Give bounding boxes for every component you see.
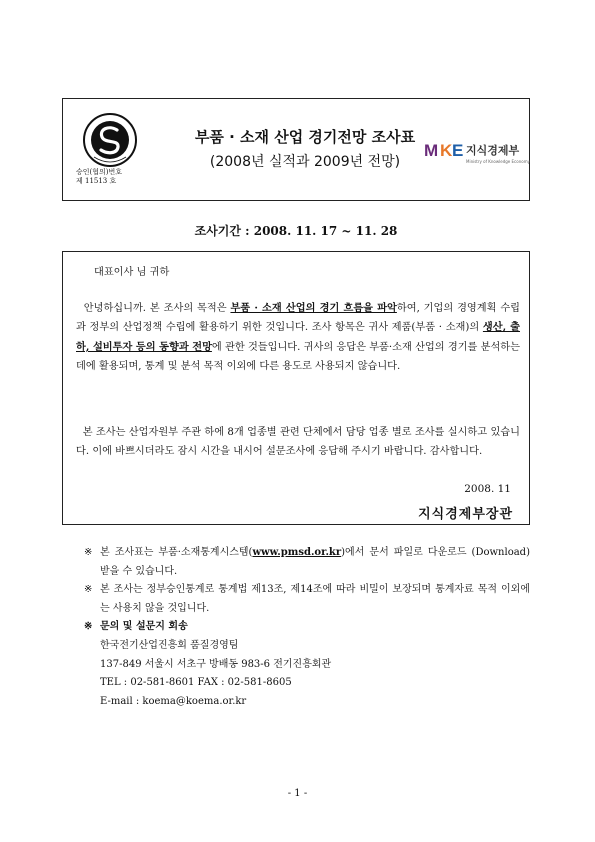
note-mark: ※ (84, 547, 93, 558)
p1-text-a: 안녕하십니까. 본 조사의 목적은 (83, 303, 231, 314)
note1-text-b: )에서 문서 파일로 다운로드 (Download) 받을 수 있습니다. (100, 547, 530, 577)
approval-number-block (76, 168, 148, 186)
note-download (84, 544, 530, 581)
approval-number: 제 11513 호 (76, 177, 117, 185)
ministry-logo (424, 134, 530, 170)
svg-text:M: M (424, 141, 439, 160)
page-number: - 1 - (287, 788, 308, 799)
p1-text-c: 하여, 기업의 경영계획 수립과 정부의 산업정책 수립에 활용하기 위한 것입니다. 조사 항목은 귀사 제품(부품 · 소재)의 (76, 303, 521, 334)
svg-text:E: E (452, 141, 464, 160)
svg-text:K: K (440, 141, 453, 160)
contact-address: 137-849 서울시 서초구 방배동 983-6 전기진흥회관 (100, 658, 332, 670)
note1-text-a: 본 조사표는 부품·소재통계시스템( (100, 547, 253, 558)
ministry-logo-text: 지식경제부 (466, 144, 520, 157)
survey-subtitle: (2008년 실적과 2009년 전망) (209, 154, 401, 170)
note-mark: ※ (84, 584, 93, 596)
notes-section (84, 544, 530, 711)
pmsd-website-link[interactable]: www.pmsd.or.kr (252, 547, 342, 558)
approval-label: 승인(협의)번호 (76, 168, 123, 176)
letter-box (62, 251, 530, 525)
p1-emphasis-items: 생산, 출하, 설비투자 등의 동향과 전망 (76, 321, 520, 353)
p2-text: 본 조사는 산업자원부 주관 하에 8개 업종별 관련 단체에서 담당 업종 별로 조사를 실시하고 있습니다. 이에 바쁘시더라도 잠시 시간을 내시어 설문조사에 응답해 주시기 바랍니다. 감사합니다. (76, 427, 520, 458)
contact-email: E-mail : koema@koema.or.kr (100, 695, 247, 707)
letter-paragraph-2 (76, 423, 520, 462)
salutation: 대표이사 님 귀하 (94, 267, 170, 278)
p1-emphasis-purpose: 부품 · 소재 산업의 경기 흐름을 파악 (230, 302, 397, 314)
contact-org: 한국전기산업진흥회 품질경영팀 (100, 639, 239, 651)
survey-period: 조사기간 : 2008. 11. 17 ~ 11. 28 (194, 224, 398, 238)
note-confidentiality (84, 581, 530, 618)
letter-paragraph-1 (76, 299, 520, 377)
contact-phone-fax: TEL : 02-581-8601 FAX : 02-581-8605 (100, 677, 292, 689)
note-contact (84, 618, 530, 637)
letter-date: 2008. 11 (464, 483, 511, 495)
association-seal-logo (83, 113, 137, 167)
survey-title: 부품 · 소재 산업 경기전망 조사표 (194, 128, 416, 146)
p1-text-e: 에 관한 것들입니다. 귀사의 응답은 부품·소재 산업의 경기를 분석하는 데에 활용되며, 통계 및 분석 목적 이외에 다른 용도로 사용되지 않습니다. (76, 341, 520, 373)
note2-text: 본 조사는 정부승인통계로 통계법 제13조, 제14조에 따라 비밀이 보장되며 통계자료 목적 이외에는 사용치 않을 것입니다. (100, 584, 530, 614)
note-mark: ※ (84, 621, 93, 633)
svg-text:Ministry of Knowledge Economy: Ministry of Knowledge Economy (466, 159, 530, 164)
letter-signer: 지식경제부장관 (418, 507, 513, 522)
note3-title: 문의 및 설문지 회송 (100, 621, 188, 633)
